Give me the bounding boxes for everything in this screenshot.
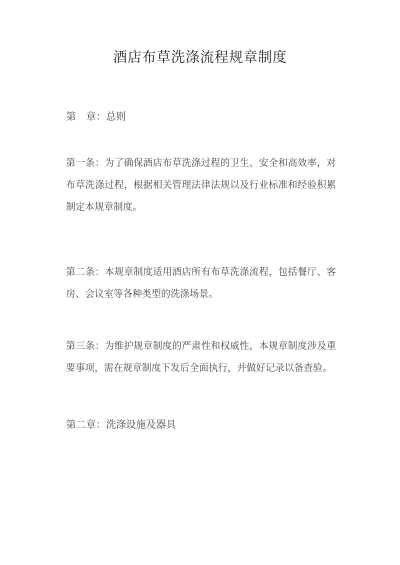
article-2: 第二条：本规章制度适用酒店所有布草洗涤流程，包括餐厅、客房、会议室等各种类型的洗涤场景。	[66, 267, 336, 300]
chapter-2-heading: 第二章：洗涤设施及器具	[66, 420, 176, 431]
article-3: 第三条：为维护规章制度的严肃性和权威性，本规章制度涉及重要事项，需在规章制度下发后全面执行，并做好记录以备查验。	[66, 341, 336, 374]
document-title: 酒店布草洗涤流程规章制度	[113, 50, 287, 66]
chapter-1-heading: 第 章：总则	[66, 112, 126, 123]
article-1: 第一条：为了确保酒店布草洗涤过程的卫生、安全和高效率，对布草洗涤过程，根据相关管理法律法规以及行业标准和经验积累制定本规章制度。	[66, 158, 336, 213]
